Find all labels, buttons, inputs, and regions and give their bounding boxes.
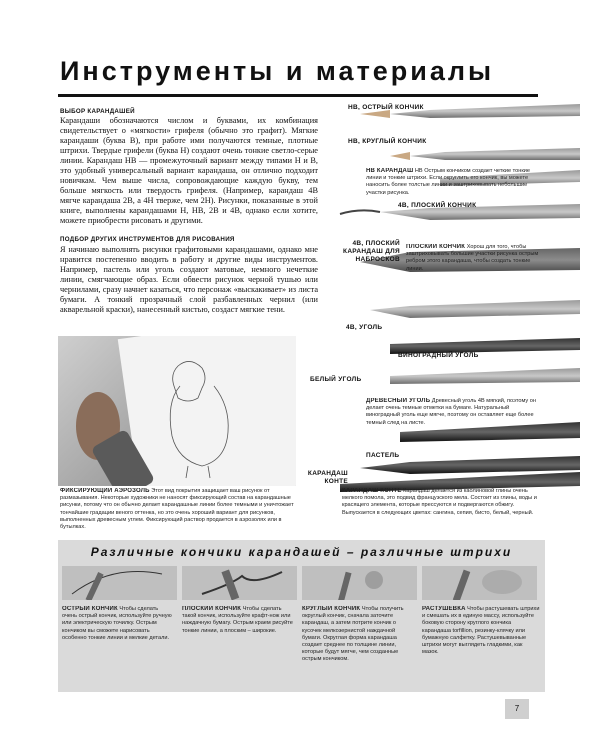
blend-tip-drawing bbox=[422, 566, 537, 600]
label-pastel: ПАСТЕЛЬ bbox=[366, 452, 400, 459]
tip-blend-label: РАСТУШЕВКА bbox=[422, 606, 466, 612]
label-hb-sharp: НВ, ОСТРЫЙ КОНЧИК bbox=[348, 104, 424, 111]
title-rule bbox=[58, 94, 538, 97]
label-white-charcoal: БЕЛЫЙ УГОЛЬ bbox=[310, 376, 362, 383]
tip-sharp-illustration bbox=[62, 566, 177, 600]
label-4b-charcoal: 4В, УГОЛЬ bbox=[346, 324, 383, 331]
fixative-text: Этот вид покрытия защищает ваш рисунок от размазывания. Некоторые художники не наносят фиксирующий состав на карандашные рисунки, потому что он обычно делает карандашные линии более темными и уничтожает тончайшие градации веного оттенка, но это очень хороший вариант для рисунков, выполненных древесным углем. Фиксирующий раствор продается в аэрозолях или в бутылках. bbox=[60, 488, 294, 531]
conte-note-text: Карандаш делается из каолиновой глины очень мелкого помола, это подвид французского мела. Состоит из глины, воды и красящего элемента, которые прессуются и подвергаются обжигу. Выпускается в следующих цветах: сангина, сепия, бисто, белый, черный. bbox=[342, 488, 537, 516]
label-4b-flat-sketch: 4В, ПЛОСКИЙ КАРАНДАШ ДЛЯ НАБРОСКОВ bbox=[343, 240, 400, 263]
pencil-4b-charcoal bbox=[370, 300, 580, 318]
page-number: 7 bbox=[505, 699, 529, 719]
section-heading-other-tools: ПОДБОР ДРУГИХ ИНСТРУМЕНТОВ ДЛЯ РИСОВАНИЯ bbox=[60, 236, 235, 243]
tip-sharp-label: ОСТРЫЙ КОНЧИК bbox=[62, 606, 118, 612]
pencils-illustration bbox=[320, 100, 580, 530]
section-body-other-tools: Я начинаю выполнять рисунки графитовыми карандашами, однако мне нравится постепенно вводить в работу и другие виды инструментов. Например, пастель или уголь создают матовые, немного нечеткие линии, смягчающие образ. Если обвести рисунок черной тушью или чернилами, сразу начнет казаться, что персонаж «выскакивает» из листа бумаги. А тонкий прозрачный слой разбавленных чернил (или акварельной краски), нанесенный кистью, создаст мягкие тени. bbox=[60, 245, 318, 314]
tip-flat-caption bbox=[182, 606, 294, 688]
tip-flat-illustration bbox=[182, 566, 297, 600]
conte-note-title: КАРАНДАШ КОНТЕ bbox=[342, 488, 402, 494]
hb-note bbox=[366, 168, 538, 204]
tip-round-text: Чтобы получить округлый кончик, сначала заточите карандаш, а затем потрите кончик о кусочек мелкозернистой наждачной бумаги. Округлая форма карандаша создает среднее по толщине линии, которые будут мягче, чем созданные острым кончиком. bbox=[302, 606, 404, 663]
label-4b-flat: 4В, ПЛОСКИЙ КОНЧИК bbox=[398, 202, 477, 209]
tip-sharp-text: Чтобы сделать очень острый кончик, используйте ручную или электрическую точилку. Острым кончиком вы сможете нарисовать особенно тонкие линии и мелкие детали. bbox=[62, 606, 172, 641]
conte-note bbox=[342, 488, 540, 534]
dog-sketch-illustration bbox=[58, 336, 296, 486]
label-vine-charcoal: ВИНОГРАДНЫЙ УГОЛЬ bbox=[398, 352, 479, 359]
wood-charcoal-note bbox=[366, 398, 538, 436]
tips-band-title: Различные кончики карандашей – различные штрихи bbox=[90, 545, 513, 559]
pencil-hb-round bbox=[390, 148, 580, 160]
white-charcoal-pencil bbox=[390, 368, 580, 384]
tip-round-label: КРУГЛЫЙ КОНЧИК bbox=[302, 606, 361, 612]
page-title: Инструменты и материалы bbox=[60, 56, 495, 86]
tip-round-illustration bbox=[302, 566, 417, 600]
label-conte: КАРАНДАШ КОНТЕ bbox=[307, 470, 348, 485]
tip-round-caption bbox=[302, 606, 414, 688]
fixative-label: ФИКСИРУЮЩИЙ АЭРОЗОЛЬ bbox=[60, 488, 150, 494]
tip-flat-text: Чтобы сделать такой кончик, используйте крафт-нож или наждачную бумагу. Острым краем рисуйте тонкие линии, а плоским – широкие. bbox=[182, 606, 293, 634]
wood-charcoal-text: Древесный уголь 4В мягкий, поэтому он делает очень темные отметки на бумаге. Натуральный виноградный уголь еще мягче, поэтому он оставляет еще более темный след на листе. bbox=[366, 398, 536, 426]
round-tip-drawing bbox=[302, 566, 417, 600]
flat-tip-drawing bbox=[182, 566, 297, 600]
label-hb-round: НВ, КРУГЛЫЙ КОНЧИК bbox=[348, 138, 427, 145]
tip-blend-caption bbox=[422, 606, 540, 688]
flat-tip-title: ПЛОСКИЙ КОНЧИК bbox=[406, 244, 466, 250]
flat-tip-note bbox=[406, 244, 540, 274]
dog-sketch-photo bbox=[58, 336, 296, 486]
hb-note-text: НВ Острым кончиком создает четкие тонкие линии и тонкие штрихи. Если округлить его кончик, вы можете наносить более толстые линии и заштриховывать небольшие участки рисунка. bbox=[366, 168, 530, 196]
section-heading-choose-pencils: ВЫБОР КАРАНДАШЕЙ bbox=[60, 108, 135, 115]
section-body-choose-pencils: Карандаши обозначаются числом и буквами, их комбинация свидетельствует о «мягкости» грифеля (обычно это графит). Мягкие карандаши (буква В), при работе ими получаются темные, плотные штрихи. Твердые грифели (буква Н) создают очень тонкие светло-серые линии. Карандаш НВ — промежуточный вариант между типами Н и В, это удобный универсальный вариант карандаша, он отлично подходит новичкам. Чем выше числа, сопровождающие каждую букву, тем больше мягкость или твердость грифеля. (Например, карандаш 4В мягче карандаша 2В, а 4Н тверже, чем 2Н). Рисунки, показанные в этой книге, выполнены карандашами Н, НВ, 2В и 4В, однако если хотите, можете приобрести рисовать и другими. bbox=[60, 116, 318, 225]
tip-blend-text: Чтобы растушевать штрихи и смешать их в единую массу, используйте боковую сторону круглого кончика карандаша torfillion, резинку-клячку или бумажную салфетку. Растушевыванные штрихи могут выглядеть гладкими, как мазок. bbox=[422, 606, 540, 656]
tip-sharp-caption bbox=[62, 606, 174, 688]
tip-flat-label: ПЛОСКИЙ КОНЧИК bbox=[182, 606, 242, 612]
fixative-caption bbox=[60, 488, 308, 534]
sharp-tip-drawing bbox=[62, 566, 177, 600]
wood-charcoal-title: ДРЕВЕСНЫЙ УГОЛЬ bbox=[366, 398, 431, 404]
flat-tip-text: Хорош для того, чтобы заштриховывать большие участки рисунка острым ребром этого карандаша, чтобы создать тонкие линии. bbox=[406, 244, 539, 272]
hb-note-title: НВ КАРАНДАШ bbox=[366, 168, 414, 174]
tip-blend-illustration bbox=[422, 566, 537, 600]
